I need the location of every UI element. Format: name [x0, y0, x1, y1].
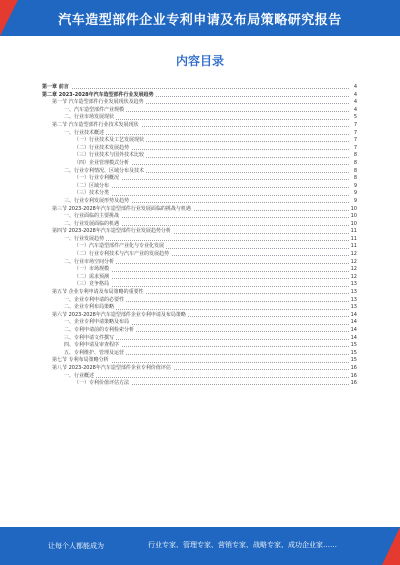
toc-entry-page: 11: [350, 243, 357, 250]
toc-entry[interactable]: [42, 160, 357, 168]
toc-entry-page: 8: [353, 175, 357, 182]
toc-entry-label: （三）行业技术与国外技术比较: [74, 152, 145, 159]
toc-entry-page: 7: [353, 129, 357, 136]
toc-entry-page: 10: [350, 220, 357, 227]
toc-entry-label: 二、企业专利布局策略: [64, 304, 115, 311]
toc-entry[interactable]: [42, 342, 357, 350]
toc-entry-page: 9: [353, 190, 357, 197]
toc-entry-page: 7: [353, 144, 357, 151]
toc-entry-page: 13: [350, 304, 357, 311]
toc-entry[interactable]: [42, 266, 357, 274]
toc-entry[interactable]: [42, 99, 357, 107]
toc-entry-page: 9: [353, 182, 357, 189]
document-title: 汽车造型部件企业专利申请及布局策略研究报告: [58, 13, 342, 28]
toc-entry-label: 一、行业面临的主要挑战: [64, 213, 120, 220]
toc-entry-page: 13: [350, 281, 357, 288]
toc-entry-label: 三、专利申请文件撰写: [64, 334, 115, 341]
toc-entry-page: 4: [353, 84, 357, 90]
toc-entry-page: 14: [350, 311, 357, 318]
toc-entry-label: （三）竞争格局: [74, 281, 110, 288]
toc-leader-dots: [74, 195, 349, 196]
toc-entry-label: 一、企业专利申请的必要性: [64, 296, 125, 303]
toc-entry-label: （二）需求预测: [74, 273, 110, 280]
toc-entry-page: 11: [350, 228, 357, 235]
toc-entry-page: 12: [350, 273, 357, 280]
toc-entry-page: 10: [350, 205, 357, 212]
toc-entry-label: 第六节 2023-2028年汽车造型部件企业专利申请及布局策略: [52, 311, 186, 318]
toc-entry-page: 12: [350, 258, 357, 265]
toc-entry-page: 13: [350, 296, 357, 303]
toc-entry[interactable]: [42, 357, 357, 365]
toc-entry-page: 15: [350, 342, 357, 349]
toc-entry-label: 第四节 2023-2028年汽车造型部件行业发展趋势分析: [52, 228, 171, 235]
toc-entry-label: （一）市场规模: [74, 266, 110, 273]
toc-entry-page: 15: [350, 357, 357, 364]
toc-entry-label: 第八节 2023-2028年汽车造型部件企业专利价值评估: [52, 364, 171, 371]
toc-entry-label: 一、行业概述: [64, 372, 95, 379]
toc-leader-dots: [64, 377, 349, 378]
toc-entry[interactable]: [42, 319, 357, 327]
toc-entry[interactable]: [42, 114, 357, 122]
toc-entry[interactable]: [42, 228, 357, 236]
toc-entry-label: 第二节 汽车造型部件行业技术发展现状: [52, 121, 139, 128]
toc-leader-dots: [74, 271, 349, 272]
toc-heading: 内容目录: [175, 54, 224, 68]
toc-entry[interactable]: [42, 327, 357, 335]
table-of-contents: [42, 84, 357, 388]
toc-entry-page: 5: [353, 114, 357, 121]
toc-entry[interactable]: [42, 304, 357, 312]
toc-entry[interactable]: [42, 380, 357, 388]
toc-entry-page: 16: [350, 380, 357, 387]
toc-entry-page: 4: [353, 91, 357, 98]
toc-entry-page: 13: [350, 289, 357, 296]
toc-entry-page: 14: [350, 327, 357, 333]
header-bar: [0, 0, 400, 36]
footer-bar: [0, 527, 400, 565]
toc-entry-label: 二、行业市场发展现状: [64, 114, 115, 121]
toc-entry-page: 12: [350, 266, 357, 273]
toc-entry-page: 8: [353, 167, 357, 174]
toc-entry-label: （三）技术分类: [74, 190, 110, 197]
toc-entry-label: （一）行业专利概况: [74, 175, 120, 182]
toc-entry-page: 7: [353, 137, 357, 144]
toc-entry[interactable]: [42, 243, 357, 251]
toc-entry-label: 一、汽车造型部件产业规模: [64, 106, 125, 113]
toc-entry-page: 11: [350, 235, 357, 242]
toc-entry-label: （一）专利价值评估方法: [74, 380, 130, 387]
toc-leader-dots: [74, 187, 349, 188]
toc-entry-label: 第三节 2023-2028年汽车造型部件行业发展面临的挑战与机遇: [52, 205, 191, 212]
toc-entry-label: 第一章 前言: [42, 84, 69, 90]
toc-entry[interactable]: [42, 175, 357, 183]
toc-entry-page: 15: [350, 349, 357, 356]
toc-entry-page: 8: [353, 159, 357, 166]
toc-leader-dots: [42, 88, 349, 89]
toc-entry-label: （二）行业技术发展趋势: [74, 144, 130, 151]
toc-entry[interactable]: [42, 213, 357, 221]
toc-entry[interactable]: [42, 122, 357, 130]
toc-leader-dots: [74, 278, 349, 279]
toc-entry-page: 7: [353, 121, 357, 128]
toc-entry[interactable]: [42, 152, 357, 160]
toc-entry-page: 4: [353, 106, 357, 113]
toc-entry-page: 4: [353, 99, 357, 106]
toc-entry-page: 9: [353, 197, 357, 204]
toc-entry-label: （一）行业技术及工艺发展现状: [74, 137, 145, 144]
toc-entry-label: （四）企业管理模式分析: [74, 159, 130, 166]
toc-entry-page: 8: [353, 152, 357, 159]
toc-entry-label: 三、行业专利发展形势及趋势: [64, 197, 130, 204]
toc-entry-page: 14: [350, 334, 357, 341]
toc-entry-label: 二、行业专利情况、区域分布及技术: [64, 167, 145, 174]
toc-entry-label: 一、行业技术概述: [64, 129, 105, 136]
footer-corner-accent: [382, 527, 400, 565]
toc-entry-page: 16: [350, 364, 357, 371]
toc-entry[interactable]: [42, 289, 357, 297]
toc-leader-dots: [64, 240, 349, 241]
toc-entry-label: 四、专利申请及审查程序: [64, 342, 120, 349]
toc-entry-label: 一、行业发展趋势: [64, 235, 105, 242]
toc-entry[interactable]: [42, 198, 357, 206]
toc-entry-page: 10: [350, 213, 357, 220]
toc-entry[interactable]: [42, 190, 357, 198]
toc-entry[interactable]: [42, 251, 357, 259]
toc-entry[interactable]: [42, 365, 357, 373]
toc-entry-label: 一、企业专利申请策略及布局: [64, 319, 130, 326]
footer-slogan: 让每个人都能成为: [48, 542, 104, 550]
toc-entry-label: 五、专利维护、管理及运营: [64, 349, 125, 356]
footer-pills: 行业专家、管理专家、营销专家、战略专家、成功企业家……: [148, 541, 337, 549]
toc-entry-page: 16: [350, 372, 357, 379]
toc-entry[interactable]: [42, 206, 357, 214]
toc-entry-label: 第一节 汽车造型部件行业发展现状及趋势: [52, 99, 144, 106]
toc-leader-dots: [74, 286, 349, 287]
toc-entry-page: 12: [350, 251, 357, 258]
toc-entry-label: （二）区域分布: [74, 182, 110, 189]
toc-entry-label: 第五节 企业专利申请及布局策略的重要性: [52, 289, 144, 296]
toc-entry-label: 第二章 2023-2028年汽车造型部件行业发展趋势: [42, 91, 154, 98]
toc-entry-page: 14: [350, 319, 357, 326]
toc-entry-label: 二、专利申请前的专利检索分析: [64, 327, 135, 333]
toc-entry-label: 二、行业发展面临的机遇: [64, 220, 120, 227]
toc-entry-label: 二、行业市场空间分析: [64, 258, 115, 265]
toc-entry[interactable]: [42, 84, 357, 92]
toc-entry-label: （二）行业专利技术与汽车产业的发展趋势: [74, 251, 170, 258]
toc-entry[interactable]: [42, 281, 357, 289]
toc-leader-dots: [64, 134, 349, 135]
toc-entry-label: （一）汽车造型部件产业化与专业化发展: [74, 243, 165, 250]
corner-accent: [0, 0, 18, 36]
toc-entry-label: 第七节 专利布局策略分析: [52, 357, 109, 364]
toc-entry[interactable]: [42, 137, 357, 145]
toc-entry[interactable]: [42, 168, 357, 176]
